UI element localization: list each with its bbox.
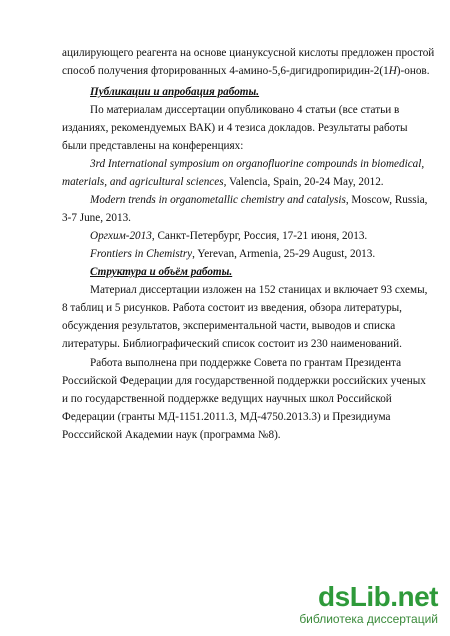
p1-line2 <box>62 64 430 78</box>
p4-line3: и по государственной поддержке ведущих научных школ Российской <box>62 393 392 405</box>
conf3-rest: , Санкт-Петербург, Россия, 17-21 июня, 2013. <box>151 230 368 242</box>
p3-line2: 8 таблиц и 5 рисунков. Работа состоит из введения, обзора литературы, <box>62 302 402 314</box>
conf1-line2-italic: materials, and agricultural sciences, <box>62 176 227 188</box>
watermark <box>298 582 438 626</box>
p3-line4: литературы. Библиографический список состоит из 230 наименований. <box>62 338 402 350</box>
conf4-italic: Frontiers in Chemistry <box>90 248 193 260</box>
p3-line3: обсуждения результатов, экспериментальной части, выводов и списка <box>62 320 396 332</box>
conf4-rest: , Yerevan, Armenia, 25-29 August, 2013. <box>192 248 376 260</box>
watermark-subtitle: библиотека диссертаций <box>299 612 438 626</box>
p2-line2: изданиях, рекомендуемых ВАК) и 4 тезиса докладов. Результаты работы <box>62 122 408 134</box>
watermark-logo: dsLib.net <box>318 581 438 612</box>
p1-line2-c: )-онов. <box>396 65 430 77</box>
conf2-line1-rest: , Moscow, Russia, <box>345 194 428 206</box>
p3-line1: Материал диссертации изложен на 152 станицах и включает 93 схемы, <box>90 284 428 296</box>
conf2-line1 <box>90 193 428 207</box>
structure-heading: Структура и объём работы. <box>90 266 233 278</box>
conf1-line2 <box>62 175 384 189</box>
conf2-line2: 3-7 June, 2013. <box>62 212 131 224</box>
p2-line3: были представлены на конференциях: <box>62 140 244 152</box>
p1-line2-a: способ получения фторированных 4-амино-5,6-дигидропиридин-2(1 <box>62 65 389 77</box>
publications-heading: Публикации и апробация работы. <box>90 86 260 98</box>
conf1-line2-rest: Valencia, Spain, 20-24 May, 2012. <box>226 176 384 188</box>
p1-line1: ацилирующего реагента на основе циануксусной кислоты предложен простой <box>62 47 435 59</box>
p4-line4: Федерации (гранты МД-1151.2011.3, МД-4750.2013.3) и Президиума <box>62 411 391 423</box>
conf4-line <box>90 247 375 261</box>
conf3-line <box>90 229 367 243</box>
p2-line1: По материалам диссертации опубликовано 4 статьи (все статьи в <box>90 104 400 116</box>
p4-line1: Работа выполнена при поддержке Совета по грантам Президента <box>90 357 402 369</box>
conf3-italic: Оргхим-2013 <box>90 230 152 242</box>
p1-line2-italic-h: Н <box>388 65 397 77</box>
conf1-line1: 3rd International symposium on organofluorine compounds in biomedical, <box>90 158 425 170</box>
p4-line2: Российской Федерации для государственной поддержки российских ученых <box>62 375 426 387</box>
conf2-line1-italic: Modern trends in organometallic chemistry and catalysis <box>90 194 346 206</box>
p4-line5: Росссийской Академии наук (программа №8). <box>62 429 281 441</box>
